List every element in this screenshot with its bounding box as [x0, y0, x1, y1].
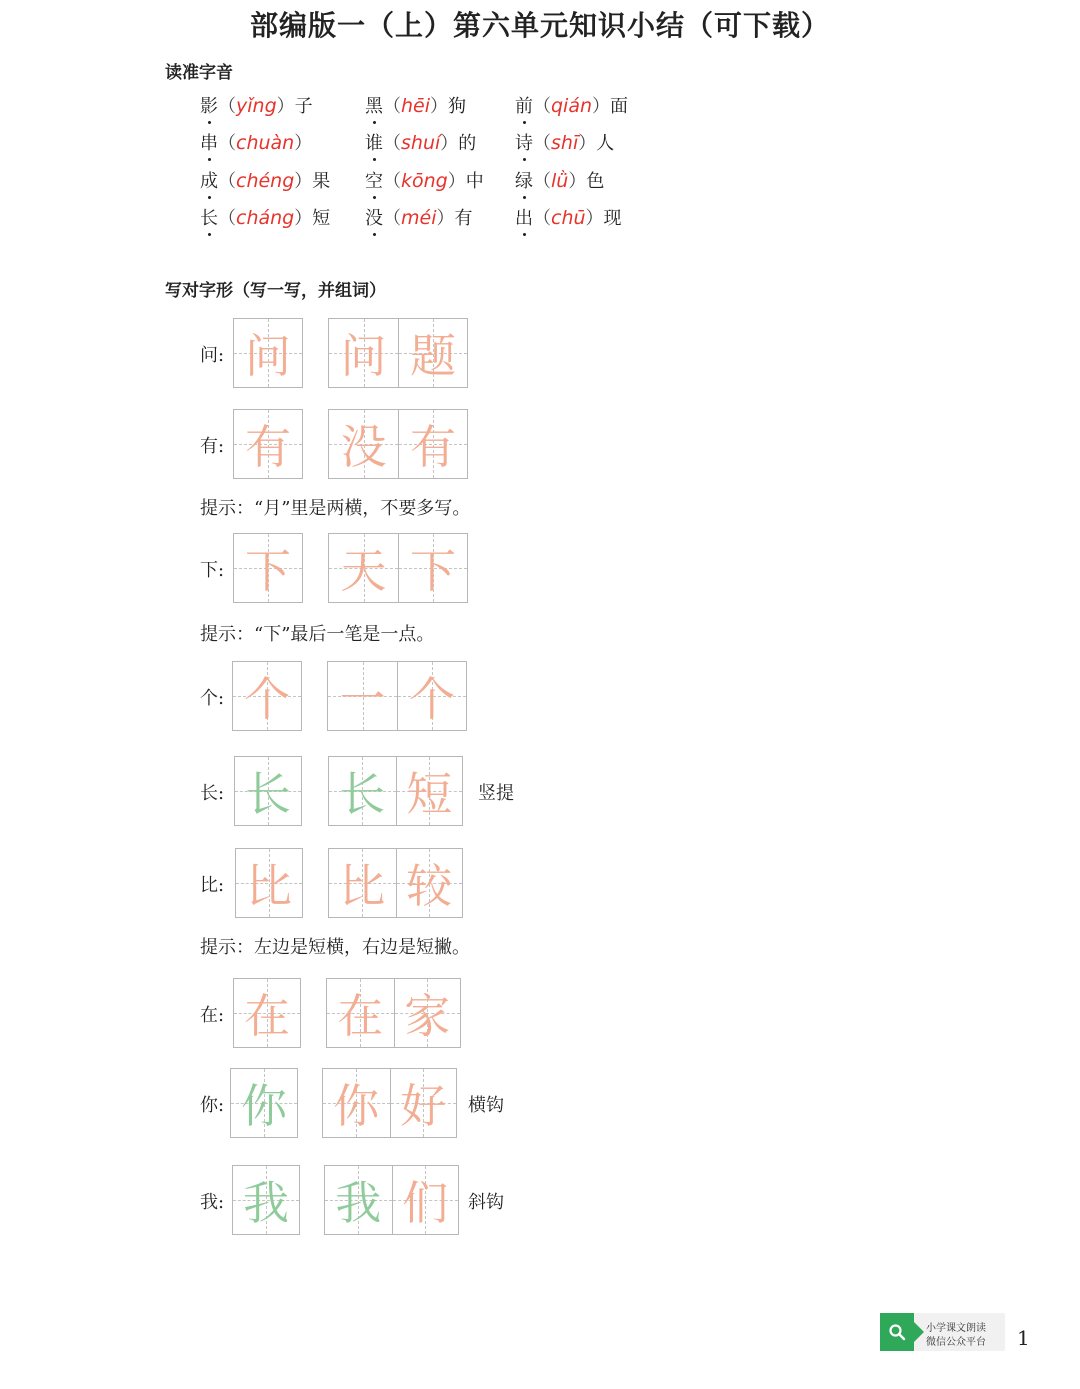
trace-character: 没 [340, 420, 387, 474]
word-character: 有 [454, 208, 473, 229]
trace-character: 题 [410, 329, 456, 383]
grid-cell [396, 849, 463, 917]
pinyin-text: chuàn [236, 132, 295, 154]
target-character: 诗 [515, 133, 533, 154]
pinyin-item [200, 167, 330, 193]
tracing-grid-single[interactable] [234, 756, 302, 826]
pinyin-text: qián [551, 95, 593, 117]
trace-character: 一 [339, 672, 386, 726]
target-character: 没 [365, 208, 383, 229]
character-label: 我: [200, 1192, 225, 1213]
grid-cell [325, 1166, 392, 1234]
trace-character: 个 [244, 672, 290, 726]
pinyin-text: cháng [236, 207, 295, 229]
grid-cell [394, 979, 461, 1047]
target-character: 成 [200, 171, 218, 192]
pinyin-text: chéng [236, 170, 295, 192]
pinyin-item [200, 204, 330, 230]
character-label: 下: [200, 560, 225, 581]
grid-cell [329, 410, 398, 478]
word-character: 子 [294, 96, 313, 117]
pinyin-text: shuí [401, 132, 441, 154]
target-character: 串 [200, 133, 218, 154]
trace-character: 好 [400, 1079, 447, 1133]
tracing-grid-single[interactable] [233, 533, 303, 603]
trace-character: 问 [340, 329, 387, 383]
target-character: 出 [515, 208, 533, 229]
word-character: 中 [465, 171, 484, 192]
paren-open: （ [383, 171, 401, 192]
paren-open: （ [383, 133, 401, 154]
trace-character: 较 [406, 859, 453, 913]
brand-line-2: 微信公众平台 [926, 1337, 986, 1348]
pinyin-item [515, 92, 628, 118]
trace-character: 们 [402, 1176, 449, 1230]
tracing-grid-word[interactable] [328, 848, 463, 918]
paren-open: （ [533, 208, 551, 229]
pinyin-item [515, 167, 604, 193]
pinyin-item [515, 129, 614, 155]
grid-cell [392, 1166, 459, 1234]
character-label: 长: [200, 783, 225, 804]
trace-character: 短 [406, 767, 453, 821]
pinyin-text: méi [401, 207, 437, 229]
grid-cell [323, 1069, 390, 1137]
paren-close: ） [430, 96, 449, 117]
pinyin-text: hēi [401, 95, 431, 117]
trace-character: 我 [335, 1176, 382, 1230]
pinyin-text: yǐng [236, 95, 277, 117]
paren-open: （ [383, 208, 401, 229]
paren-open: （ [533, 96, 551, 117]
paren-open: （ [218, 208, 236, 229]
pinyin-item [365, 167, 484, 193]
target-character: 谁 [365, 133, 383, 154]
grid-cell [329, 534, 398, 602]
word-character: 果 [312, 171, 331, 192]
trace-character: 有 [410, 420, 456, 474]
paren-close: ） [578, 133, 597, 154]
tracing-grid-single[interactable] [232, 1165, 300, 1235]
trace-character: 比 [246, 859, 292, 913]
tracing-grid-single[interactable] [233, 978, 301, 1048]
trace-character: 比 [339, 859, 386, 913]
tip-2: 提示：“下”最后一笔是一点。 [200, 624, 435, 645]
pinyin-item [515, 204, 622, 230]
paren-close: ） [440, 133, 459, 154]
pinyin-text: kōng [401, 170, 448, 192]
grid-cell [235, 757, 301, 825]
tracing-grid-single[interactable] [233, 318, 303, 388]
paren-open: （ [533, 171, 551, 192]
tip-1: 提示：“月”里是两横，不要多写。 [200, 498, 471, 519]
character-label: 比: [200, 875, 225, 896]
paren-close: ） [294, 171, 313, 192]
tracing-grid-word[interactable] [328, 756, 463, 826]
pinyin-text: lǜ [551, 170, 569, 192]
trace-character: 长 [245, 767, 291, 821]
target-character: 长 [200, 208, 218, 229]
tracing-grid-word[interactable] [328, 318, 468, 388]
trace-character: 你 [241, 1079, 287, 1133]
trace-character: 在 [337, 989, 384, 1043]
grid-cell [234, 534, 302, 602]
character-label: 在: [200, 1005, 225, 1026]
grid-cell [234, 410, 302, 478]
grid-cell [231, 1069, 297, 1137]
tracing-grid-word[interactable] [327, 661, 467, 731]
word-character: 人 [596, 133, 615, 154]
trace-character: 下 [245, 544, 291, 598]
pinyin-item [200, 92, 313, 118]
trace-character: 我 [243, 1176, 289, 1230]
section-heading-pronunciation: 读准字音 [165, 63, 233, 83]
paren-close: ） [585, 208, 604, 229]
paren-open: （ [218, 133, 236, 154]
paren-close: ） [436, 208, 455, 229]
tracing-grid-single[interactable] [232, 661, 302, 731]
section-heading-writing: 写对字形（写一写，并组词） [165, 281, 386, 301]
pinyin-text: chū [551, 207, 586, 229]
pinyin-item [365, 92, 466, 118]
paren-close: ） [294, 208, 313, 229]
grid-cell [329, 757, 396, 825]
tracing-grid-single[interactable] [235, 848, 303, 918]
brand-line-1: 小学课文朗读 [926, 1323, 986, 1334]
trace-character: 你 [333, 1079, 380, 1133]
character-label: 个: [200, 688, 225, 709]
pinyin-item [200, 129, 312, 155]
brand-badge [880, 1313, 1005, 1351]
paren-close: ） [568, 171, 587, 192]
page-title: 部编版一（上）第六单元知识小结（可下载） [249, 9, 830, 42]
character-label: 有: [200, 436, 225, 457]
tip-3: 提示：左边是短横，右边是短撇。 [200, 937, 470, 958]
word-character: 色 [586, 171, 605, 192]
stroke-note: 横钩 [468, 1095, 504, 1116]
word-character: 短 [312, 208, 331, 229]
pinyin-text: shī [551, 132, 579, 154]
word-character: 面 [610, 96, 629, 117]
grid-cell [390, 1069, 457, 1137]
paren-close: ） [592, 96, 611, 117]
character-label: 问: [200, 345, 225, 366]
target-character: 前 [515, 96, 533, 117]
paren-open: （ [218, 96, 236, 117]
grid-cell [398, 410, 467, 478]
tracing-grid-word[interactable] [328, 533, 468, 603]
grid-cell [327, 979, 394, 1047]
word-character: 的 [458, 133, 477, 154]
grid-cell [234, 319, 302, 387]
trace-character: 天 [340, 544, 387, 598]
page-number: 1 [1017, 1326, 1030, 1350]
tracing-grid-word[interactable] [326, 978, 461, 1048]
trace-character: 家 [404, 989, 451, 1043]
grid-cell [329, 849, 396, 917]
trace-character: 有 [245, 420, 291, 474]
grid-cell [328, 662, 397, 730]
target-character: 绿 [515, 171, 533, 192]
grid-cell [398, 319, 467, 387]
grid-cell [233, 662, 301, 730]
grid-cell [234, 979, 300, 1047]
tracing-grid-word[interactable] [322, 1068, 457, 1138]
character-label: 你: [200, 1095, 225, 1116]
grid-cell [233, 1166, 299, 1234]
pinyin-item [365, 129, 476, 155]
target-character: 黑 [365, 96, 383, 117]
trace-character: 问 [245, 329, 291, 383]
tracing-grid-single[interactable] [230, 1068, 298, 1138]
paren-close: ） [447, 171, 466, 192]
trace-character: 长 [339, 767, 386, 821]
search-icon [880, 1313, 914, 1351]
tracing-grid-word[interactable] [324, 1165, 459, 1235]
trace-character: 下 [410, 544, 456, 598]
grid-cell [397, 662, 466, 730]
tracing-grid-single[interactable] [233, 409, 303, 479]
paren-open: （ [218, 171, 236, 192]
trace-character: 在 [244, 989, 290, 1043]
grid-cell [396, 757, 463, 825]
paren-open: （ [383, 96, 401, 117]
paren-close: ） [276, 96, 295, 117]
pinyin-item [365, 204, 472, 230]
grid-cell [236, 849, 302, 917]
stroke-note: 斜钩 [468, 1192, 504, 1213]
trace-character: 个 [409, 672, 455, 726]
word-character: 狗 [448, 96, 467, 117]
target-character: 空 [365, 171, 383, 192]
stroke-note: 竖提 [478, 783, 514, 804]
word-character: 现 [603, 208, 622, 229]
paren-close: ） [294, 133, 313, 154]
grid-cell [329, 319, 398, 387]
tracing-grid-word[interactable] [328, 409, 468, 479]
paren-open: （ [533, 133, 551, 154]
grid-cell [398, 534, 467, 602]
target-character: 影 [200, 96, 218, 117]
